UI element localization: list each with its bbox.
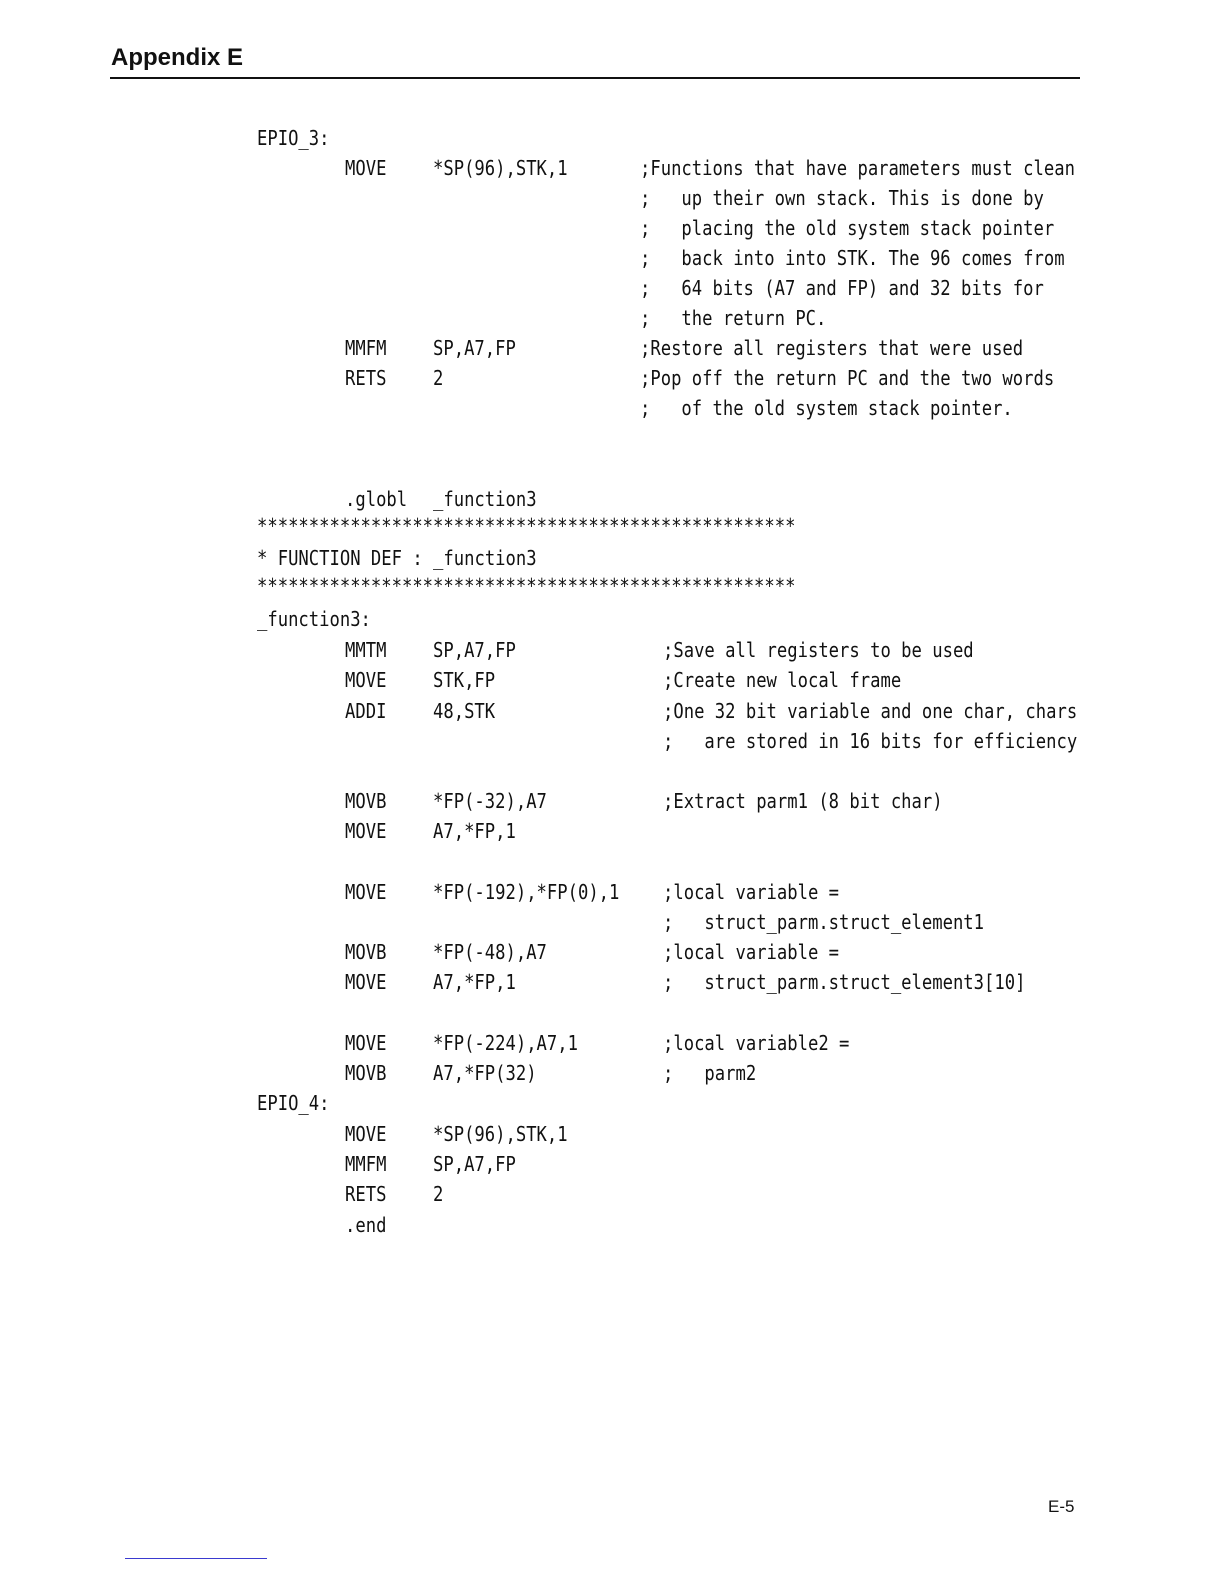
operands: *SP(96),STK,1 (433, 156, 568, 180)
label-epio4: EPIO_4: (257, 1091, 330, 1115)
comment: ;Save all registers to be used (663, 638, 974, 662)
header-rule (110, 77, 1080, 79)
comment: ;Extract parm1 (8 bit char) (663, 789, 943, 813)
directive: .globl (345, 487, 408, 511)
comment: ; struct_parm.struct_element3[10] (663, 970, 1026, 994)
comment: ; are stored in 16 bits for efficiency (663, 729, 1078, 753)
operands: SP,A7,FP (433, 1152, 516, 1176)
operands: 2 (433, 1182, 444, 1206)
opcode: MOVE (345, 156, 387, 180)
opcode: MOVB (345, 789, 387, 813)
opcode: MOVE (345, 970, 387, 994)
footer-rule (125, 1558, 267, 1559)
comment: ;local variable2 = (663, 1031, 850, 1055)
operands: 48,STK (433, 699, 496, 723)
operands: A7,*FP,1 (433, 819, 516, 843)
comment: ; back into into STK. The 96 comes from (640, 246, 1065, 270)
directive-end: .end (345, 1213, 387, 1237)
opcode: MMFM (345, 336, 387, 360)
operands: 2 (433, 366, 444, 390)
opcode: RETS (345, 1182, 387, 1206)
operands: A7,*FP(32) (433, 1061, 537, 1085)
function-def-comment: * FUNCTION DEF : _function3 (257, 546, 537, 570)
star-divider: **************************************************** (257, 574, 796, 598)
operands: A7,*FP,1 (433, 970, 516, 994)
label-epio3: EPIO_3: (257, 126, 330, 150)
comment: ; 64 bits (A7 and FP) and 32 bits for (640, 276, 1044, 300)
directive-symbol: _function3 (433, 487, 537, 511)
opcode: MOVB (345, 1061, 387, 1085)
opcode: MOVE (345, 668, 387, 692)
operands: *FP(-192),*FP(0),1 (433, 880, 620, 904)
comment: ;Create new local frame (663, 668, 902, 692)
operands: *SP(96),STK,1 (433, 1122, 568, 1146)
comment: ;Pop off the return PC and the two words (640, 366, 1055, 390)
opcode: MOVE (345, 1031, 387, 1055)
comment: ; struct_parm.struct_element1 (663, 910, 985, 934)
operands: STK,FP (433, 668, 496, 692)
comment: ;One 32 bit variable and one char, chars (663, 699, 1078, 723)
opcode: ADDI (345, 699, 387, 723)
star-divider: **************************************************** (257, 514, 796, 538)
comment: ;Restore all registers that were used (640, 336, 1024, 360)
opcode: MMFM (345, 1152, 387, 1176)
operands: SP,A7,FP (433, 638, 516, 662)
operands: SP,A7,FP (433, 336, 516, 360)
comment: ; placing the old system stack pointer (640, 216, 1055, 240)
operands: *FP(-48),A7 (433, 940, 547, 964)
comment: ;local variable = (663, 940, 840, 964)
opcode: RETS (345, 366, 387, 390)
opcode: MMTM (345, 638, 387, 662)
opcode: MOVE (345, 880, 387, 904)
operands: *FP(-32),A7 (433, 789, 547, 813)
page-header-title: Appendix E (111, 44, 244, 71)
comment: ; parm2 (663, 1061, 757, 1085)
opcode: MOVE (345, 819, 387, 843)
comment: ; up their own stack. This is done by (640, 186, 1044, 210)
page-number: E-5 (1048, 1497, 1075, 1516)
comment: ; the return PC. (640, 306, 827, 330)
comment: ;Functions that have parameters must clean (640, 156, 1075, 180)
operands: *FP(-224),A7,1 (433, 1031, 578, 1055)
opcode: MOVB (345, 940, 387, 964)
opcode: MOVE (345, 1122, 387, 1146)
label-function3: _function3: (257, 607, 371, 631)
comment: ; of the old system stack pointer. (640, 396, 1013, 420)
comment: ;local variable = (663, 880, 840, 904)
